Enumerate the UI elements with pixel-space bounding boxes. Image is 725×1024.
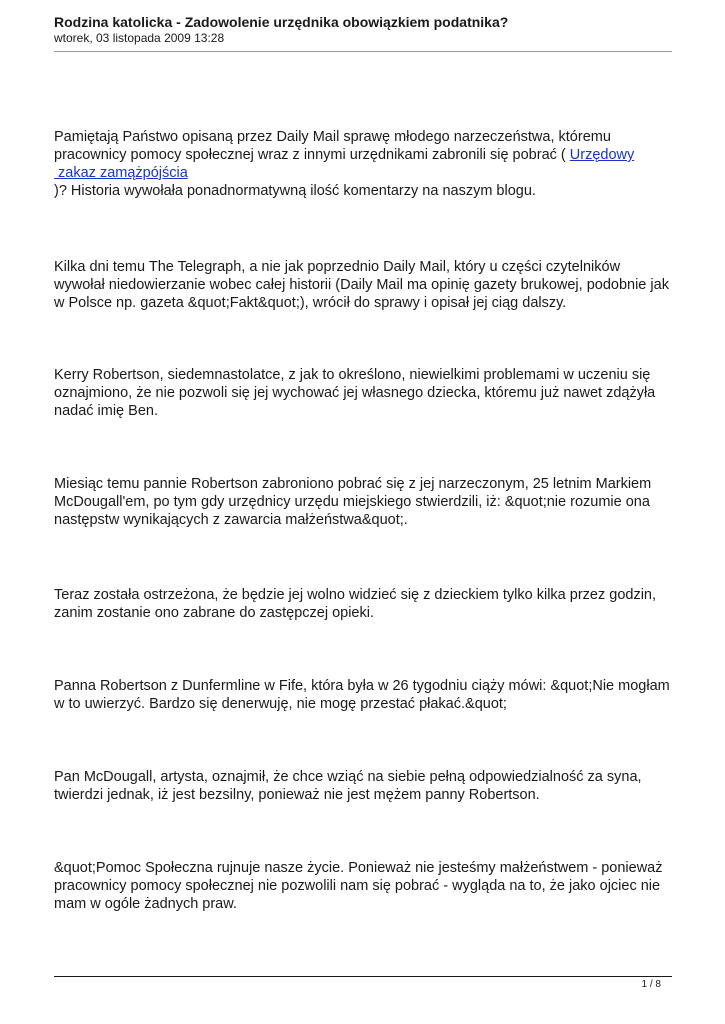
- footer-divider: [54, 976, 672, 977]
- paragraph-4: Miesiąc temu pannie Robertson zabroniono pobrać się z jej narzeczonym, 25 letnim Markiem McDougall'em, po tym gdy urzędnicy urzędu miejskiego stwierdzili, iż: &quot;nie rozumie ona następstw wynikających z zawarcia małżeństwa&quot;.: [54, 476, 652, 528]
- paragraph-6: Panna Robertson z Dunfermline w Fife, która była w 26 tygodniu ciąży mówi: &quot;Nie mogłam w to uwierzyć. Bardzo się denerwuję, nie mogę przestać płakać.&quot;: [54, 678, 670, 712]
- paragraph-1-tail: )? Historia wywołała ponadnormatywną ilość komentarzy na naszym blogu.: [54, 183, 536, 199]
- article-link-urzedowy-zakaz[interactable]: Urzędowy zakaz zamążpójścia: [58, 147, 635, 181]
- article-date: wtorek, 03 listopada 2009 13:28: [54, 31, 225, 45]
- header-divider: [54, 51, 672, 52]
- page-number: 1 / 8: [641, 979, 661, 990]
- paragraph-1-text: Pamiętają Państwo opisaną przez Daily Mail sprawę młodego narzeczeństwa, któremu pracownicy pomocy społecznej wraz z innymi urzędnikami zabronili się pobrać (: [54, 129, 611, 163]
- page-header: [54, 14, 672, 46]
- paragraph-3: Kerry Robertson, siedemnastolatce, z jak to określono, niewielkimi problemami w uczeniu się oznajmiono, że nie pozwoli się jej wychować jej własnego dziecka, któremu już nawet zdążyła nadać imię Ben.: [54, 367, 656, 419]
- paragraph-8: &quot;Pomoc Społeczna rujnuje nasze życie. Ponieważ nie jesteśmy małżeństwem - ponieważ pracownicy pomocy społecznej nie pozwolili nam się pobrać - wygląda na to, że jako ojciec nie mam w ogóle żadnych praw.: [54, 860, 663, 912]
- paragraph-2: Kilka dni temu The Telegraph, a nie jak poprzednio Daily Mail, który u części czytelników wywołał niedowierzanie wobec całej historii (Daily Mail ma opinię gazety brukowej, podobnie jak w Polsce np. gazeta &quot;Fakt&quot;), wrócił do sprawy i opisał jej ciąg dalszy.: [54, 259, 669, 311]
- article-title: Rodzina katolicka - Zadowolenie urzędnika obowiązkiem podatnika?: [54, 14, 509, 30]
- paragraph-7: Pan McDougall, artysta, oznajmił, że chce wziąć na siebie pełną odpowiedzialność za syna, twierdzi jednak, iż jest bezsilny, ponieważ nie jest mężem panny Robertson.: [54, 769, 642, 803]
- paragraph-1: [54, 128, 674, 200]
- paragraph-5: Teraz została ostrzeżona, że będzie jej wolno widzieć się z dzieckiem tylko kilka przez godzin, zanim zostanie ono zabrane do zastępczej opieki.: [54, 587, 657, 621]
